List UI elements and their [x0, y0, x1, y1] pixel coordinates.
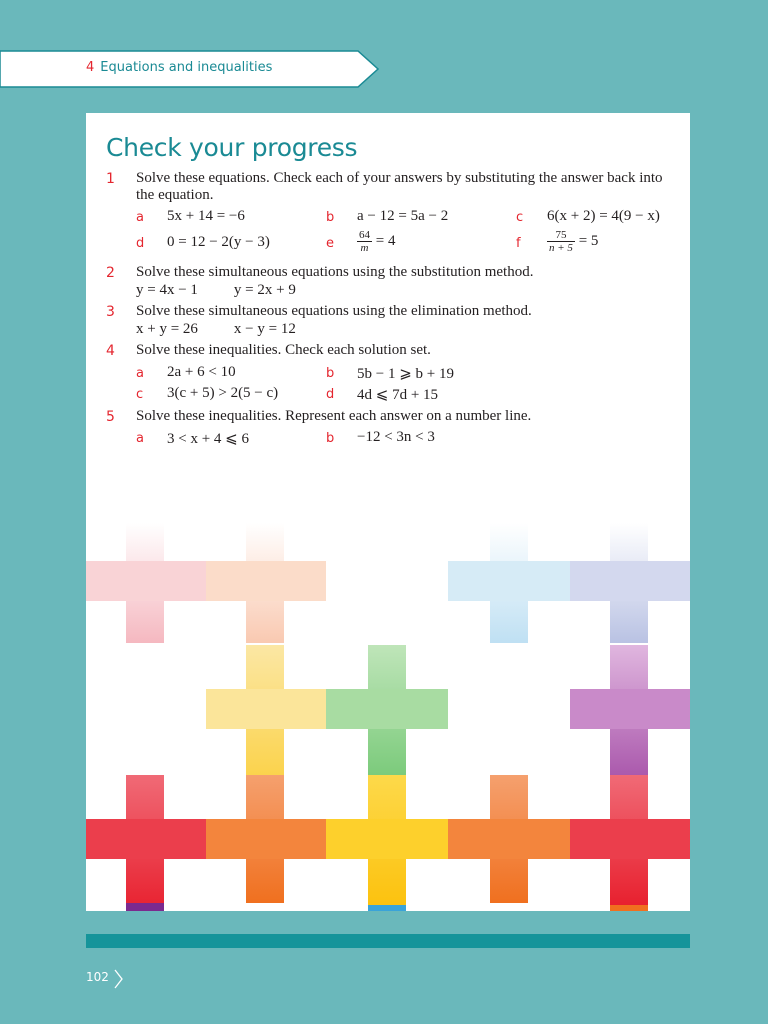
equation-2-first: y = 4x − 1	[136, 282, 198, 298]
content-page	[86, 113, 690, 911]
fraction-1e-numerator: 64	[359, 229, 370, 241]
page-title: Check your progress	[106, 133, 358, 162]
part-label-4d: d	[326, 387, 335, 402]
question-text-3: Solve these simultaneous equations using the elimination method.	[136, 303, 532, 319]
fraction-1e	[357, 229, 372, 254]
equation-1d: 0 = 12 − 2(y − 3)	[167, 234, 270, 250]
cross-pink	[86, 523, 206, 643]
fraction-1f-numerator: 75	[547, 229, 575, 242]
question-number-2: 2	[106, 265, 115, 281]
footer-bar	[86, 934, 690, 948]
fraction-1f	[547, 229, 575, 254]
equation-1b: a − 12 = 5a − 2	[357, 208, 449, 224]
equation-1c: 6(x + 2) = 4(9 − x)	[547, 208, 660, 224]
chapter-heading	[86, 60, 272, 75]
question-number-3: 3	[106, 304, 115, 320]
equation-1e-rest: = 4	[372, 232, 396, 249]
fraction-1e-denominator: m	[360, 242, 369, 254]
question-text-4: Solve these inequalities. Check each solution set.	[136, 342, 431, 358]
equation-3-first: x + y = 26	[136, 321, 198, 337]
part-label-1a: a	[136, 210, 144, 225]
equation-2-second: y = 2x + 9	[233, 282, 296, 298]
equation-1f-rest: = 5	[574, 232, 599, 249]
equation-pair-3	[136, 321, 296, 338]
cross-lavender	[570, 523, 690, 643]
equation-1e	[357, 229, 395, 254]
equation-1a: 5x + 14 = −6	[167, 208, 245, 224]
question-number-1: 1	[106, 171, 115, 187]
cross-orange-left	[206, 775, 326, 903]
inequality-4a: 2a + 6 < 10	[167, 364, 236, 380]
cross-purple	[570, 645, 690, 775]
chapter-title: Equations and inequalities	[100, 60, 273, 75]
decorative-cross-pattern	[86, 513, 690, 911]
chevron-right-icon	[113, 968, 125, 990]
fraction-1f-denominator: n + 5	[549, 242, 573, 254]
inequality-4d: 4d ⩽ 7d + 15	[357, 387, 439, 403]
equation-1f	[547, 229, 598, 254]
cross-green	[326, 645, 448, 775]
part-label-4a: a	[136, 366, 144, 381]
question-text-5: Solve these inequalities. Represent each answer on a number line.	[136, 408, 532, 424]
question-text-2: Solve these simultaneous equations using the substitution method.	[136, 264, 534, 280]
cross-orange-right	[448, 775, 570, 903]
part-label-1f: f	[516, 236, 521, 251]
part-label-4b: b	[326, 366, 335, 381]
cross-peach	[206, 523, 326, 643]
inequality-5a: 3 < x + 4 ⩽ 6	[167, 431, 249, 447]
cross-light-blue	[448, 523, 570, 643]
inequality-5b: −12 < 3n < 3	[357, 429, 435, 445]
chapter-header-tab	[0, 50, 360, 88]
question-number-4: 4	[106, 343, 115, 359]
cross-red-left	[86, 775, 206, 911]
page-number: 102	[86, 970, 109, 984]
cross-yellow	[206, 645, 326, 775]
inequality-4c: 3(c + 5) > 2(5 − c)	[167, 385, 279, 401]
part-label-4c: c	[136, 387, 144, 402]
part-label-1e: e	[326, 236, 334, 251]
part-label-1b: b	[326, 210, 335, 225]
cross-gold	[326, 775, 448, 911]
part-label-5a: a	[136, 431, 144, 446]
question-number-5: 5	[106, 409, 115, 425]
equation-pair-2	[136, 282, 296, 299]
question-text-1: Solve these equations. Check each of your answers by substituting the answer back into the equation.	[136, 170, 663, 203]
part-label-1d: d	[136, 236, 145, 251]
cross-red-right	[570, 775, 690, 911]
part-label-5b: b	[326, 431, 335, 446]
equation-3-second: x − y = 12	[233, 321, 296, 337]
chapter-number: 4	[86, 60, 95, 75]
inequality-4b: 5b − 1 ⩾ b + 19	[357, 366, 454, 382]
part-label-1c: c	[516, 210, 524, 225]
